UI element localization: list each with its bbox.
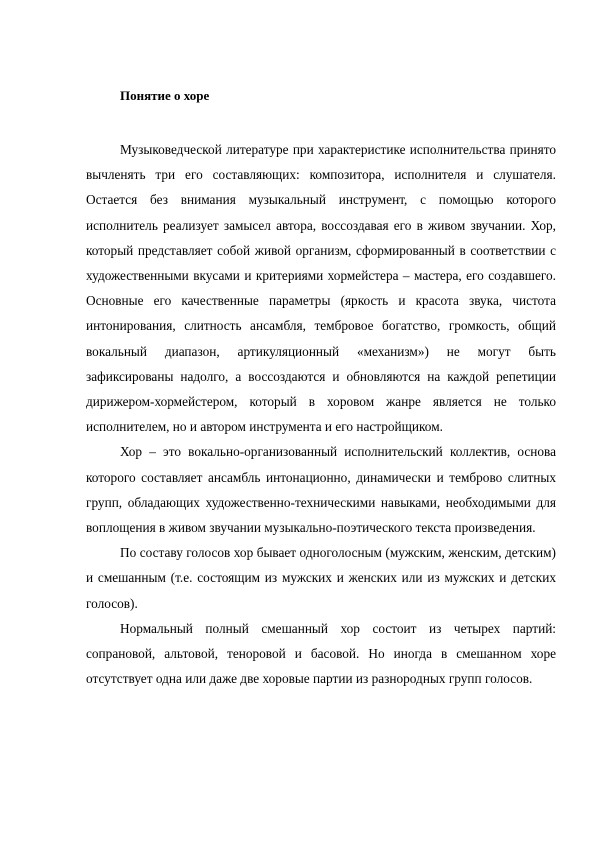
paragraph-3: По составу голосов хор бывает одноголосным (мужским, женским, детским) и смешанным (т.е. состоящим из мужских и женских или из мужских и детских голосов). [86,545,556,611]
document-title: Понятие о хоре [120,88,210,103]
paragraph-1: Музыковедческой литературе при характеристике исполнительства принято вычленять три его составляющих: композитора, исполнителя и слушателя. Остается без внимания музыкальный инструмент, с помощью которого исполнитель реализует замысел автора, воссоздавая его в живом звучании. Хор, который представляет собой живой организм, сформированный в соответствии с художественными вкусами и критериями хормейстера – мастера, его создавшего. Основные его качественные параметры (яркость и красота звука, чистота интонирования, слитность ансамбля, тембровое богатство, громкость, общий вокальный диапазон, артикуляционный «механизм») не могут быть зафиксированы надолго, а воссоздаются и обновляются на каждой репетиции дирижером-хормейстером, который в хоровом жанре является не только исполнителем, но и автором инструмента и его настройщиком. [86,142,556,435]
paragraph-4: Нормальный полный смешанный хор состоит из четырех партий: сопрановой, альтовой, теноровой и басовой. Но иногда в смешанном хоре отсутствует одна или даже две хоровые партии из разнородных групп голосов. [86,620,556,687]
document-body [86,137,556,691]
paragraph-2: Хор – это вокально-организованный исполнительский коллектив, основа которого составляет ансамбль интонационно, динамически и темброво слитных групп, обладающих художественно-техническими навыками, необходимыми для воплощения в живом звучании музыкально-поэтического текста произведения. [86,444,556,536]
